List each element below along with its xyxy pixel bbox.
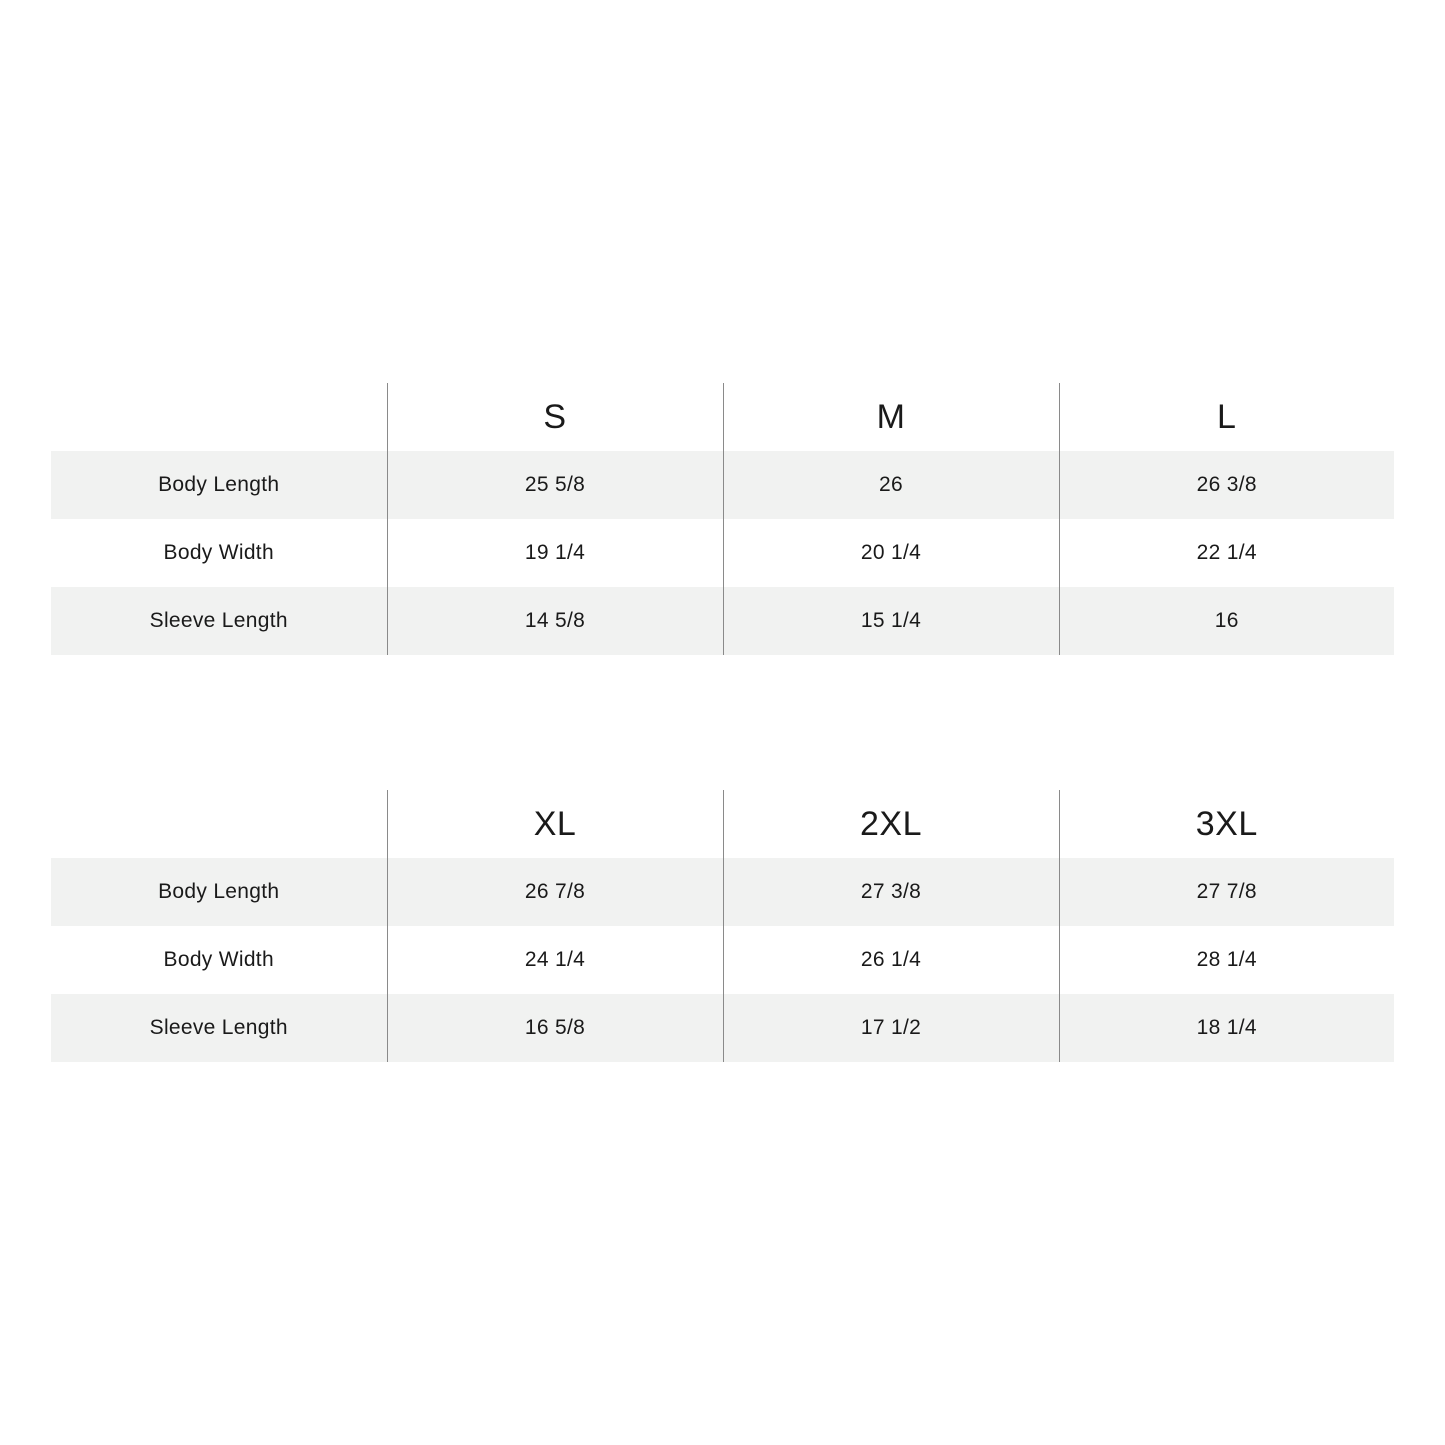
measurement-cell: 19 1/4 [387,519,723,587]
table-row [51,926,1394,994]
measurement-cell: 25 5/8 [387,451,723,519]
size-chart-table-1 [51,383,1394,655]
table-row [51,994,1394,1062]
size-header-row [51,790,1394,858]
table-row [51,858,1394,926]
measurement-cell: 28 1/4 [1059,926,1394,994]
row-label: Sleeve Length [51,994,387,1062]
measurement-cell: 27 3/8 [723,858,1059,926]
row-label: Body Width [163,541,274,564]
size-header: XL [387,790,723,858]
row-label: Sleeve Length [51,587,387,655]
size-header: 2XL [723,790,1059,858]
size-header: S [387,383,723,451]
header-empty-cell [51,383,387,451]
row-label: Body Width [163,948,274,971]
table-row [51,519,1394,587]
row-label: Body Length [51,858,387,926]
size-header: M [723,383,1059,451]
measurement-cell: 26 7/8 [387,858,723,926]
measurement-cell: 24 1/4 [387,926,723,994]
measurement-cell: 15 1/4 [723,587,1059,655]
measurement-cell: 18 1/4 [1059,994,1394,1062]
measurement-cell: 26 [723,451,1059,519]
size-chart-table-2 [51,790,1394,1062]
table-row [51,587,1394,655]
table-row [51,451,1394,519]
size-header-row [51,383,1394,451]
measurement-cell: 22 1/4 [1059,519,1394,587]
size-header: 3XL [1059,790,1394,858]
measurement-cell: 27 7/8 [1059,858,1394,926]
size-header: L [1059,383,1394,451]
row-label: Body Length [51,451,387,519]
header-empty-cell [51,790,387,858]
measurement-cell: 26 1/4 [723,926,1059,994]
measurement-cell: 16 [1059,587,1394,655]
measurement-cell: 17 1/2 [723,994,1059,1062]
measurement-cell: 26 3/8 [1059,451,1394,519]
measurement-cell: 16 5/8 [387,994,723,1062]
measurement-cell: 14 5/8 [387,587,723,655]
measurement-cell: 20 1/4 [723,519,1059,587]
